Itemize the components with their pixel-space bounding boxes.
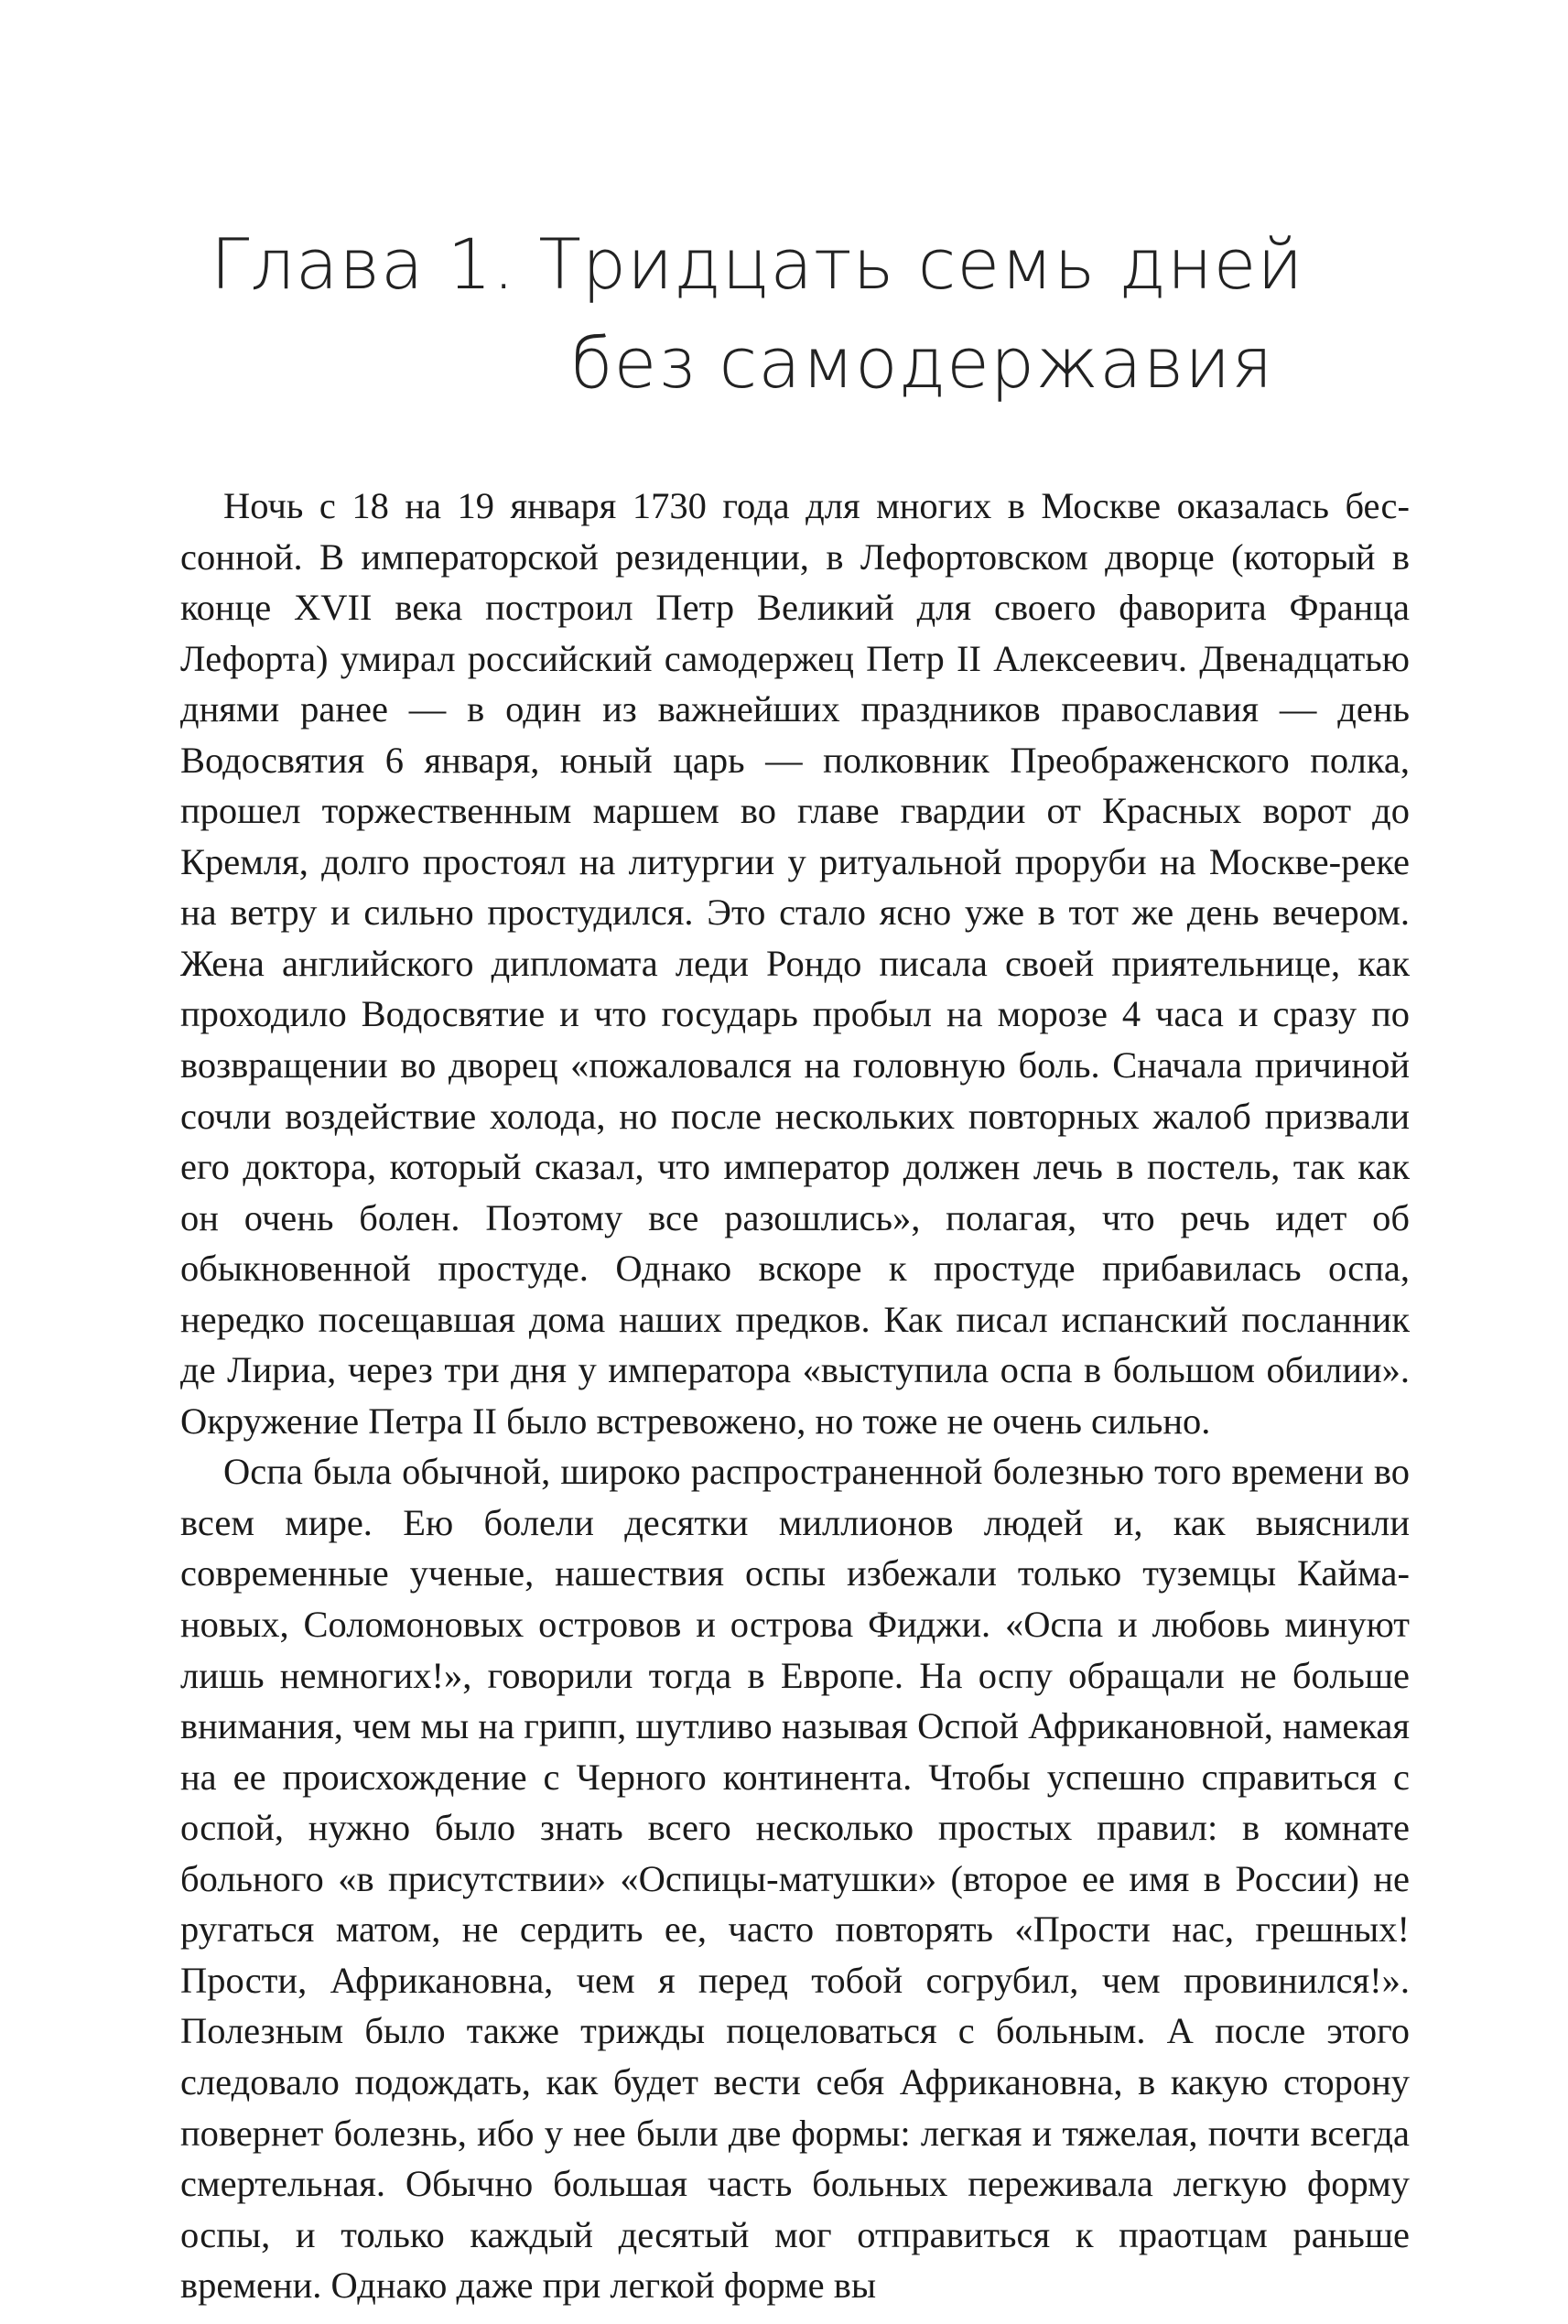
paragraph-2: Оспа была обычной, широко распространенной болезнью того времени во всем мире. Ею болели десятки миллионов людей и, как выяснили современные ученые, нашествия оспы избежали только туземцы Каймановых, Соломоновых островов и острова Фиджи. «Оспа и любовь минуют лишь немногих!», говорили тогда в Европе. На оспу обращали не больше внимания, чем мы на грипп, шутливо называя Оспой Африкановной, намекая на ее происхождение с Черного континента. Чтобы успешно справиться с оспой, нужно было знать всего несколько простых правил: в комнате больного «в присутствии» «Оспицы-матушки» (второе ее имя в России) не ругаться матом, не сердить ее, часто повторять «Прости нас, грешных! Прости, Африкановна, чем я перед тобой согрубил, чем провинился!». Полезным было также трижды поцеловаться с больным. А после этого следовало подождать, как будет вести себя Африкановна, в какую сторону повернет болезнь, ибо у нее были две формы: легкая и тяжелая, почти всегда смертельная. Обычно большая часть больных переживала легкую форму оспы, и только каждый десятый мог отправиться к праотцам раньше времени. Однако даже при легкой форме вы — [180, 1451, 1410, 2307]
chapter-title — [211, 215, 1400, 413]
chapter-title-line-2: без самодержавия — [570, 322, 1274, 404]
paragraph-1: Ночь с 18 на 19 января 1730 года для многих в Москве оказалась бессонной. В императорской резиденции, в Лефортовском дворце (который в конце XVII века построил Петр Великий для своего фаворита Франца Лефорта) умирал российский самодержец Петр II Алексеевич. Двенадцатью днями ранее — в один из важнейших праздников православия — день Водосвятия 6 января, юный царь — полковник Преображенского полка, прошел торжественным маршем во главе гвардии от Красных ворот до Кремля, долго простоял на литургии у ритуальной проруби на Москве-реке на ветру и сильно простудился. Это стало ясно уже в тот же день вечером. Жена английского дипломата леди Рондо писала своей приятельнице, как проходило Водосвятие и что государь пробыл на морозе 4 часа и сразу по возвращении во дворец «пожаловался на головную боль. Сначала причиной сочли воздействие холода, но после нескольких повторных жалоб призвали его доктора, который сказал, что император должен лечь в постель, так как он очень болен. Поэтому все разошлись», полагая, что речь идет об обыкновенной простуде. Однако вскоре к простуде прибавилась оспа, нередко посещавшая дома наших предков. Как писал испанский посланник де Лириа, через три дня у императора «выступила оспа в большом обилии». Окружение Петра II было встревожено, но тоже не очень сильно. — [180, 485, 1410, 1442]
chapter-title-line-1: Глава 1. Тридцать семь дней — [211, 223, 1304, 305]
body-text — [180, 481, 1410, 2311]
